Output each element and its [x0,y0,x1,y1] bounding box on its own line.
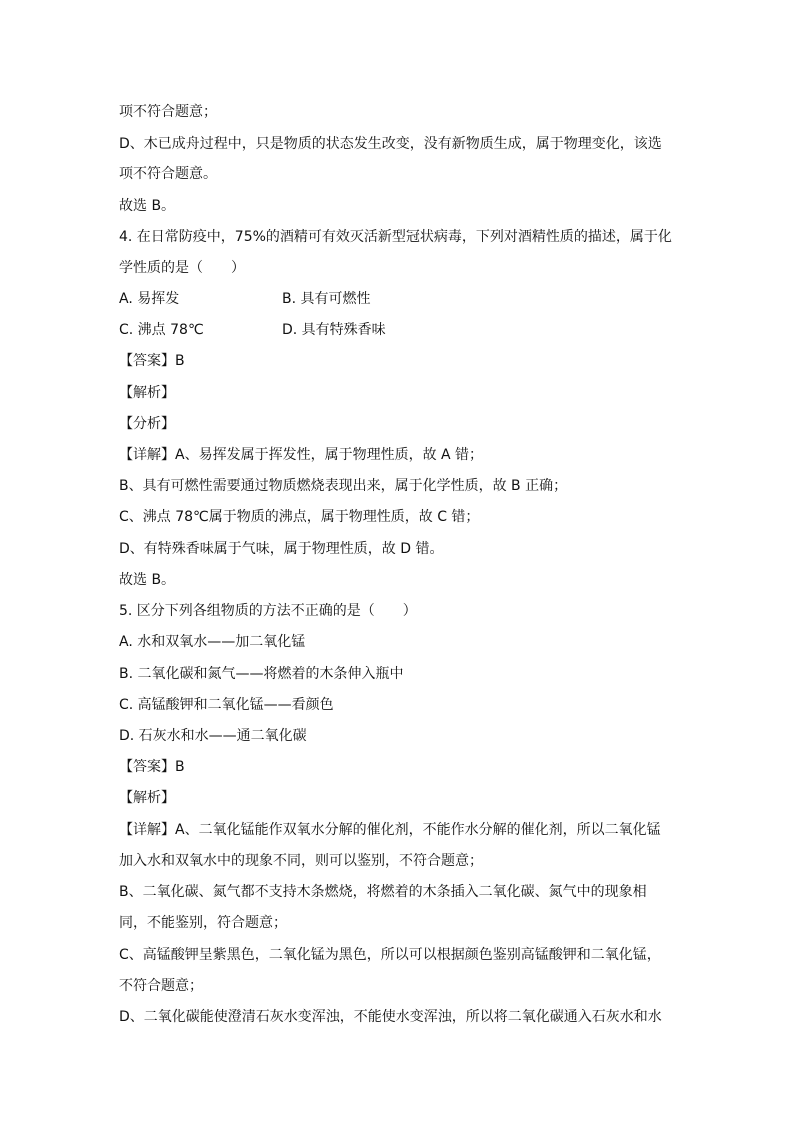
text-line: 项不符合题意。 [119,166,217,182]
text-line: B、具有可燃性需要通过物质燃烧表现出来，属于化学性质，故 B 正确； [119,478,568,494]
q4-option-d: D. 具有特殊香味 [282,322,386,338]
text-line: 加入水和双氧水中的现象不同，则可以鉴别，不符合题意； [119,853,483,869]
text-line: D、木已成舟过程中，只是物质的状态发生改变，没有新物质生成，属于物理变化，该选 [119,136,662,152]
answer-label: 【答案】B [119,353,185,369]
question-5-stem: 5. 区分下列各组物质的方法不正确的是（ ） [119,603,417,619]
q5-option-c: C. 高锰酸钾和二氧化锰——看颜色 [119,697,334,713]
q4-option-c: C. 沸点 78℃ [119,322,204,338]
text-line: C、高锰酸钾呈紫黑色，二氧化锰为黑色，所以可以根据颜色鉴别高锰酸钾和二氧化锰， [119,947,661,963]
q4-option-a: A. 易挥发 [119,291,180,307]
text-line: D、有特殊香味属于气味，属于物理性质，故 D 错。 [119,541,444,557]
text-line: 【详解】A、易挥发属于挥发性，属于物理性质，故 A 错； [119,447,484,463]
text-line: B、二氧化碳、氮气都不支持木条燃烧，将燃着的木条插入二氧化碳、氮气中的现象相 [119,884,647,900]
text-line: C、沸点 78℃属于物质的沸点，属于物理性质，故 C 错； [119,509,480,525]
text-line: 同，不能鉴别，符合题意； [119,915,287,931]
q5-option-b: B. 二氧化碳和氮气——将燃着的木条伸入瓶中 [119,666,404,682]
text-line: 【详解】A、二氧化锰能作双氧水分解的催化剂，不能作水分解的催化剂，所以二氧化锰 [119,822,661,838]
text-line: 项不符合题意； [119,104,217,120]
analysis-label: 【分析】 [119,416,175,432]
answer-label: 【答案】B [119,759,185,775]
question-4-stem: 学性质的是（ ） [119,260,245,276]
text-line: 不符合题意； [119,978,203,994]
q4-option-b: B. 具有可燃性 [282,291,371,307]
analysis-label: 【解析】 [119,790,175,806]
text-line: 故选 B。 [119,198,176,214]
q5-option-d: D. 石灰水和水——通二氧化碳 [119,728,307,744]
analysis-label: 【解析】 [119,385,175,401]
question-4-stem: 4. 在日常防疫中，75%的酒精可有效灭活新型冠状病毒，下列对酒精性质的描述，属于化 [119,229,672,245]
text-line: 故选 B。 [119,572,176,588]
text-line: D、二氧化碳能使澄清石灰水变浑浊，不能使水变浑浊，所以将二氧化碳通入石灰水和水 [119,1009,662,1025]
q5-option-a: A. 水和双氧水——加二氧化锰 [119,634,306,650]
